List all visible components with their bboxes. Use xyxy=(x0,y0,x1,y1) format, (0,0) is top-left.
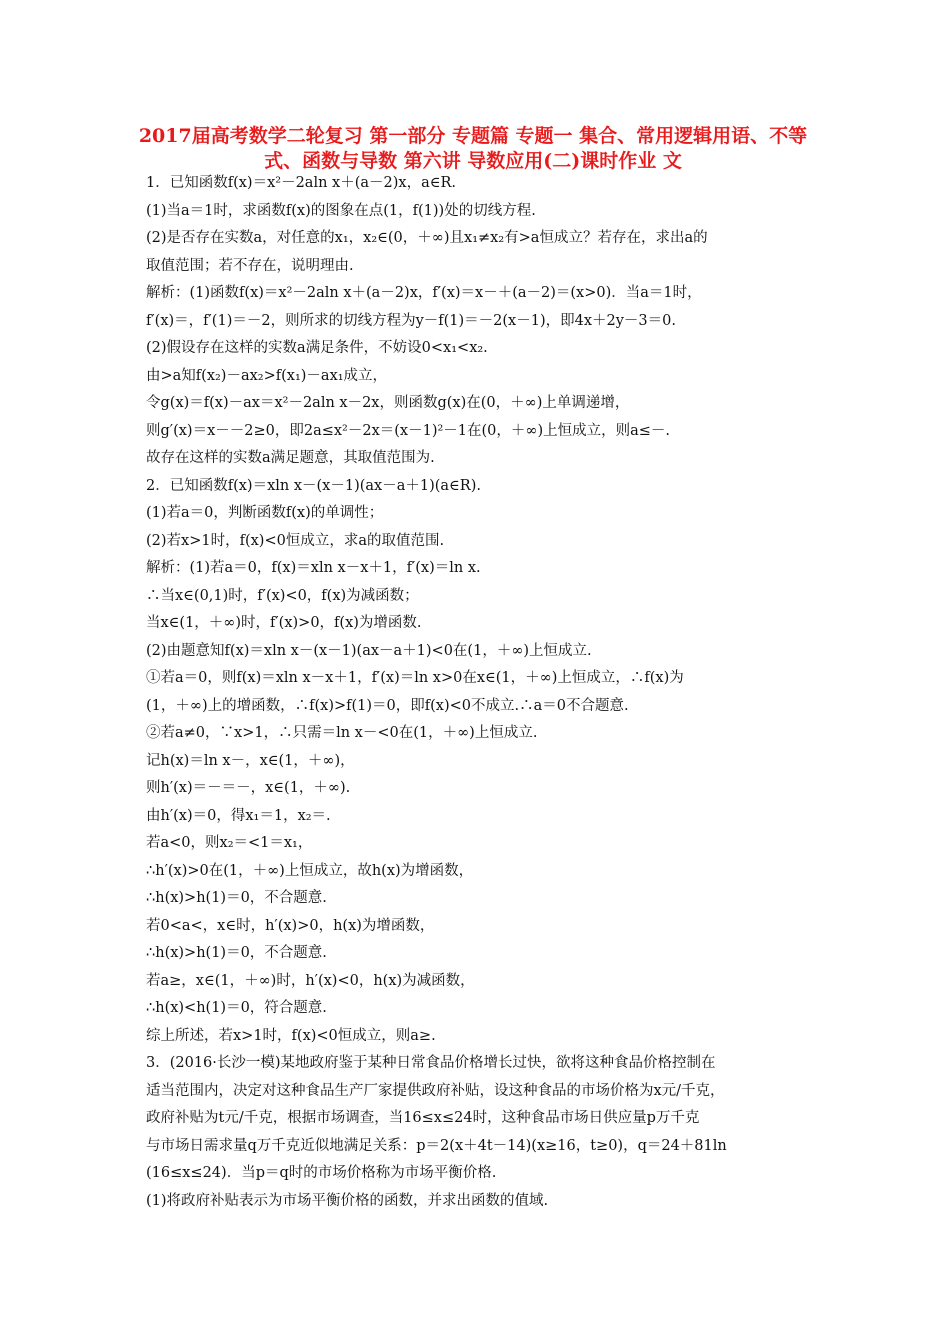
text-line: ∴h(x)<h(1)＝0，符合题意. xyxy=(146,1000,327,1016)
text-line: ∴当x∈(0,1)时，f′(x)<0，f(x)为减函数； xyxy=(146,587,419,604)
text-line: ②若a≠0，∵x>1，∴只需＝ln x－<0在(1，＋∞)上恒成立. xyxy=(146,725,538,741)
text-line: 由>a知f(x₂)－ax₂>f(x₁)－ax₁成立， xyxy=(146,367,388,384)
text-line: (1)若a＝0，判断函数f(x)的单调性； xyxy=(146,505,384,521)
text-line: ∴h(x)>h(1)＝0，不合题意. xyxy=(146,890,327,906)
text-line: 则h′(x)＝－＝－，x∈(1，＋∞). xyxy=(146,780,351,796)
text-line: (2)假设存在这样的实数a满足条件，不妨设0<x₁<x₂. xyxy=(146,340,488,356)
text-line: 解析：(1)函数f(x)＝x²－2aln x＋(a－2)x，f′(x)＝x－＋(a－2)＝(x>0)．当a＝1时， xyxy=(146,285,702,301)
text-line: 综上所述，若x>1时，f(x)<0恒成立，则a≥. xyxy=(146,1027,436,1044)
text-line: 3．(2016·长沙一模)某地政府鉴于某种日常食品价格增长过快，欲将这种食品价格控制在 xyxy=(146,1055,716,1071)
document-body xyxy=(146,170,818,1215)
text-line: ∴h′(x)>0在(1，＋∞)上恒成立，故h(x)为增函数， xyxy=(146,862,474,879)
text-line: 故存在这样的实数a满足题意，其取值范围为. xyxy=(146,450,435,466)
text-line: 取值范围；若不存在，说明理由. xyxy=(146,257,354,274)
text-line: 记h(x)＝ln x－，x∈(1，＋∞)， xyxy=(146,752,355,769)
text-line: 与市场日需求量q万千克近似地满足关系：p＝2(x＋4t－14)(x≥16，t≥0)，q＝24＋81ln xyxy=(146,1137,727,1154)
text-line: ∴h(x)>h(1)＝0，不合题意. xyxy=(146,945,327,961)
text-line: (2)由题意知f(x)＝xln x－(x－1)(ax－a＋1)<0在(1，＋∞)上恒成立. xyxy=(146,642,592,659)
text-line: 若a<0，则x₂＝<1＝x₁， xyxy=(146,835,313,851)
text-line: ①若a＝0，则f(x)＝xln x－x＋1，f′(x)＝ln x>0在x∈(1，＋∞)上恒成立，∴f(x)为 xyxy=(146,670,684,686)
text-line: 若0<a<，x∈时，h′(x)>0，h(x)为增函数， xyxy=(146,917,435,934)
text-line: (1)当a＝1时，求函数f(x)的图象在点(1，f(1))处的切线方程. xyxy=(146,202,536,219)
text-line: 2．已知函数f(x)＝xln x－(x－1)(ax－a＋1)(a∈R). xyxy=(146,477,481,494)
text-line: 适当范围内，决定对这种食品生产厂家提供政府补贴，设这种食品的市场价格为x元/千克， xyxy=(146,1082,725,1099)
document-title: 2017届高考数学二轮复习 第一部分 专题篇 专题一 集合、常用逻辑用语、不等式、函数与导数 第六讲 导数应用(二)课时作业 文 xyxy=(138,125,808,172)
text-line: 由h′(x)＝0，得x₁＝1，x₂＝. xyxy=(146,807,331,824)
text-line: 则g′(x)＝x－－2≥0，即2a≤x²－2x＝(x－1)²－1在(0，＋∞)上恒成立，则a≤－. xyxy=(146,422,671,439)
text-line: 1．已知函数f(x)＝x²－2aln x＋(a－2)x，a∈R. xyxy=(146,175,456,191)
text-line: (1)将政府补贴表示为市场平衡价格的函数，并求出函数的值域. xyxy=(146,1192,549,1209)
text-line: (2)若x>1时，f(x)<0恒成立，求a的取值范围. xyxy=(146,532,445,549)
text-line: 解析：(1)若a＝0，f(x)＝xln x－x＋1，f′(x)＝ln x. xyxy=(146,560,481,576)
text-line: (16≤x≤24)．当p＝q时的市场价格称为市场平衡价格. xyxy=(146,1165,497,1181)
text-line: 若a≥，x∈(1，＋∞)时，h′(x)<0，h(x)为减函数， xyxy=(146,972,475,989)
text-line: (1，＋∞)上的增函数，∴f(x)>f(1)＝0，即f(x)<0不成立.∴a＝0不合题意. xyxy=(146,697,629,714)
text-line: 当x∈(1，＋∞)时，f′(x)>0，f(x)为增函数. xyxy=(146,615,422,631)
text-line: 政府补贴为t元/千克，根据市场调查，当16≤x≤24时，这种食品市场日供应量p万千克 xyxy=(146,1110,700,1126)
text-line: 令g(x)＝f(x)－ax＝x²－2aln x－2x，则函数g(x)在(0，＋∞)上单调递增， xyxy=(146,395,630,411)
text-line: (2)是否存在实数a，对任意的x₁，x₂∈(0，＋∞)且x₁≠x₂有>a恒成立？若存在，求出a的 xyxy=(146,230,708,246)
text-line: f′(x)＝，f′(1)＝－2，则所求的切线方程为y－f(1)＝－2(x－1)，即4x＋2y－3＝0. xyxy=(146,312,676,329)
